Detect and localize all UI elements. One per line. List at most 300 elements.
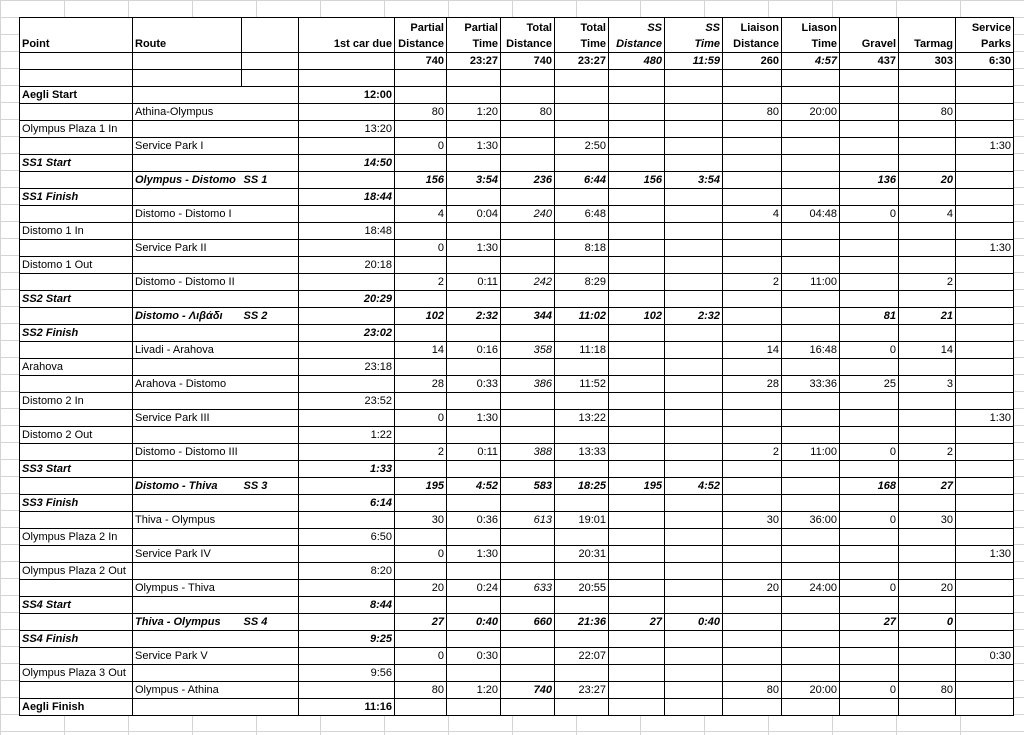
gravel-cell[interactable] [840,274,899,291]
route-cell[interactable]: Service Park III [133,410,242,427]
liaison-distance-cell[interactable] [723,529,782,546]
stage-number-cell[interactable]: SS 1 [242,172,299,189]
route-cell[interactable] [133,359,242,376]
point-cell[interactable]: Aegli Finish [20,699,133,716]
stage-number-cell[interactable] [242,393,299,410]
total-time-cell[interactable] [555,155,609,172]
total-distance-cell[interactable] [501,291,555,308]
stage-number-cell[interactable] [242,87,299,104]
first-car-due-cell[interactable] [299,274,395,291]
partial-time-cell[interactable]: 1:30 [447,410,501,427]
ss-distance-cell[interactable] [609,138,665,155]
tarmag-cell[interactable]: 20 [899,172,956,189]
partial-distance-cell[interactable]: 80 [395,104,447,121]
liason-time-cell[interactable] [782,614,840,631]
partial-distance-cell[interactable] [395,87,447,104]
service-parks-cell[interactable] [956,291,1014,308]
ss-distance-cell[interactable] [609,427,665,444]
partial-distance-cell[interactable] [395,597,447,614]
ss-distance-cell[interactable] [609,274,665,291]
total-time-cell[interactable]: 13:22 [555,410,609,427]
ss-time-cell[interactable] [665,444,723,461]
ss-time-cell[interactable] [665,699,723,716]
total-time-cell[interactable]: 19:01 [555,512,609,529]
point-cell[interactable]: SS2 Start [20,291,133,308]
ss-distance-cell[interactable] [609,223,665,240]
total-time-cell[interactable]: 11:18 [555,342,609,359]
partial-time-cell[interactable]: 3:54 [447,172,501,189]
partial-distance-cell[interactable] [395,427,447,444]
ss-distance-cell[interactable] [609,206,665,223]
partial-distance-cell[interactable] [395,563,447,580]
partial-time-cell[interactable]: 0:40 [447,614,501,631]
ss-distance-cell[interactable] [609,291,665,308]
total-distance-cell[interactable] [501,648,555,665]
service-parks-cell[interactable] [956,359,1014,376]
total-time-cell[interactable] [555,291,609,308]
stage-number-cell[interactable] [242,121,299,138]
total-distance-cell[interactable] [501,546,555,563]
cell[interactable] [447,70,501,87]
route-cell[interactable]: Distomo - Thiva [133,478,242,495]
route-cell[interactable] [133,155,242,172]
partial-distance-cell[interactable]: 0 [395,648,447,665]
cell[interactable] [20,70,133,87]
partial-time-cell[interactable]: 1:30 [447,240,501,257]
route-cell[interactable]: Livadi - Arahova [133,342,242,359]
stage-number-cell[interactable] [242,359,299,376]
liason-time-cell[interactable] [782,155,840,172]
liason-time-cell[interactable]: 20:00 [782,682,840,699]
partial-time-cell[interactable]: 0:36 [447,512,501,529]
liason-time-cell[interactable] [782,546,840,563]
tarmag-cell[interactable] [899,410,956,427]
ss-distance-cell[interactable] [609,597,665,614]
gravel-cell[interactable] [840,529,899,546]
service-parks-cell[interactable] [956,580,1014,597]
partial-distance-cell[interactable]: 20 [395,580,447,597]
point-cell[interactable]: SS1 Start [20,155,133,172]
first-car-due-cell[interactable]: 18:48 [299,223,395,240]
cell[interactable] [723,70,782,87]
liason-time-cell[interactable] [782,699,840,716]
total-distance-cell[interactable]: 236 [501,172,555,189]
total-distance-cell[interactable]: 613 [501,512,555,529]
liason-time-cell[interactable] [782,665,840,682]
total-time-cell[interactable]: 23:27 [555,682,609,699]
ss-time-cell[interactable] [665,461,723,478]
route-cell[interactable] [133,257,242,274]
stage-number-cell[interactable] [242,138,299,155]
partial-time-cell[interactable] [447,155,501,172]
service-parks-cell[interactable] [956,393,1014,410]
partial-time-cell[interactable] [447,665,501,682]
tarmag-cell[interactable] [899,461,956,478]
ss-distance-cell[interactable] [609,376,665,393]
partial-time-cell[interactable] [447,495,501,512]
ss-distance-cell[interactable] [609,240,665,257]
total-time-cell[interactable]: 20:55 [555,580,609,597]
partial-time-cell[interactable] [447,597,501,614]
ss-time-cell[interactable] [665,104,723,121]
total-gravel[interactable]: 437 [840,53,899,70]
total-distance-cell[interactable] [501,699,555,716]
partial-time-cell[interactable] [447,291,501,308]
stage-number-cell[interactable] [242,342,299,359]
first-car-due-cell[interactable]: 12:00 [299,87,395,104]
service-parks-cell[interactable] [956,274,1014,291]
service-parks-cell[interactable] [956,172,1014,189]
liason-time-cell[interactable] [782,240,840,257]
partial-distance-cell[interactable] [395,495,447,512]
total-time-cell[interactable] [555,121,609,138]
service-parks-cell[interactable]: 1:30 [956,240,1014,257]
cell[interactable] [133,70,242,87]
liason-time-cell[interactable] [782,325,840,342]
ss-distance-cell[interactable] [609,665,665,682]
service-parks-cell[interactable] [956,563,1014,580]
total-distance-cell[interactable]: 388 [501,444,555,461]
partial-distance-cell[interactable]: 2 [395,444,447,461]
stage-number-cell[interactable] [242,580,299,597]
tarmag-cell[interactable] [899,699,956,716]
partial-time-cell[interactable]: 2:32 [447,308,501,325]
point-cell[interactable]: Olympus Plaza 1 In [20,121,133,138]
service-parks-cell[interactable] [956,461,1014,478]
liason-time-cell[interactable]: 04:48 [782,206,840,223]
partial-time-cell[interactable]: 0:04 [447,206,501,223]
gravel-cell[interactable] [840,223,899,240]
partial-time-cell[interactable]: 1:30 [447,138,501,155]
ss-time-cell[interactable] [665,359,723,376]
partial-distance-cell[interactable]: 0 [395,410,447,427]
stage-number-cell[interactable] [242,495,299,512]
gravel-cell[interactable]: 0 [840,206,899,223]
total-time-cell[interactable] [555,359,609,376]
liason-time-cell[interactable]: 24:00 [782,580,840,597]
liaison-distance-cell[interactable] [723,699,782,716]
total-distance-cell[interactable]: 740 [501,682,555,699]
ss-time-cell[interactable] [665,648,723,665]
point-cell[interactable] [20,682,133,699]
tarmag-cell[interactable] [899,291,956,308]
tarmag-cell[interactable] [899,665,956,682]
gravel-cell[interactable]: 0 [840,444,899,461]
tarmag-cell[interactable] [899,325,956,342]
ss-distance-cell[interactable] [609,495,665,512]
point-cell[interactable] [20,308,133,325]
tarmag-cell[interactable] [899,138,956,155]
liason-time-cell[interactable] [782,359,840,376]
first-car-due-cell[interactable]: 9:56 [299,665,395,682]
stage-number-cell[interactable] [242,274,299,291]
total-time-cell[interactable]: 18:25 [555,478,609,495]
liason-time-cell[interactable] [782,427,840,444]
cell[interactable] [299,53,395,70]
total-distance-cell[interactable] [501,393,555,410]
liason-time-cell[interactable] [782,410,840,427]
tarmag-cell[interactable]: 0 [899,614,956,631]
liason-time-cell[interactable] [782,172,840,189]
tarmag-cell[interactable]: 80 [899,104,956,121]
ss-distance-cell[interactable] [609,87,665,104]
route-cell[interactable]: Service Park V [133,648,242,665]
first-car-due-cell[interactable]: 13:20 [299,121,395,138]
route-cell[interactable] [133,393,242,410]
ss-distance-cell[interactable] [609,155,665,172]
ss-time-cell[interactable]: 2:32 [665,308,723,325]
partial-time-cell[interactable] [447,87,501,104]
gravel-cell[interactable] [840,665,899,682]
first-car-due-cell[interactable]: 6:14 [299,495,395,512]
gravel-cell[interactable] [840,138,899,155]
cell[interactable] [242,70,299,87]
partial-time-cell[interactable] [447,427,501,444]
liaison-distance-cell[interactable] [723,495,782,512]
service-parks-cell[interactable] [956,478,1014,495]
cell[interactable] [665,70,723,87]
liason-time-cell[interactable] [782,223,840,240]
service-parks-cell[interactable]: 0:30 [956,648,1014,665]
ss-time-cell[interactable] [665,155,723,172]
gravel-cell[interactable] [840,393,899,410]
total-time-cell[interactable] [555,699,609,716]
total-tarmag[interactable]: 303 [899,53,956,70]
partial-distance-cell[interactable] [395,665,447,682]
stage-number-cell[interactable] [242,597,299,614]
header-service-parks[interactable]: Service Parks [956,18,1014,53]
liaison-distance-cell[interactable] [723,308,782,325]
cell[interactable] [956,70,1014,87]
partial-distance-cell[interactable]: 4 [395,206,447,223]
total-distance-cell[interactable]: 660 [501,614,555,631]
header-partial-time[interactable]: Partial Time [447,18,501,53]
route-cell[interactable]: Service Park IV [133,546,242,563]
route-cell[interactable]: Service Park I [133,138,242,155]
partial-time-cell[interactable]: 4:52 [447,478,501,495]
ss-time-cell[interactable] [665,342,723,359]
total-distance-cell[interactable] [501,495,555,512]
stage-number-cell[interactable] [242,155,299,172]
ss-time-cell[interactable] [665,393,723,410]
first-car-due-cell[interactable] [299,342,395,359]
stage-number-cell[interactable] [242,291,299,308]
gravel-cell[interactable] [840,563,899,580]
service-parks-cell[interactable] [956,495,1014,512]
liaison-distance-cell[interactable] [723,461,782,478]
liaison-distance-cell[interactable] [723,393,782,410]
liaison-distance-cell[interactable] [723,121,782,138]
total-time-cell[interactable]: 8:29 [555,274,609,291]
header-tarmag[interactable]: Tarmag [899,18,956,53]
route-cell[interactable]: Thiva - Olympus [133,512,242,529]
partial-time-cell[interactable]: 1:20 [447,104,501,121]
total-time-cell[interactable] [555,665,609,682]
tarmag-cell[interactable] [899,393,956,410]
gravel-cell[interactable]: 136 [840,172,899,189]
tarmag-cell[interactable]: 80 [899,682,956,699]
partial-distance-cell[interactable] [395,257,447,274]
partial-distance-cell[interactable] [395,461,447,478]
first-car-due-cell[interactable] [299,682,395,699]
first-car-due-cell[interactable]: 1:33 [299,461,395,478]
tarmag-cell[interactable]: 3 [899,376,956,393]
first-car-due-cell[interactable] [299,614,395,631]
cell[interactable] [395,70,447,87]
route-cell[interactable] [133,325,242,342]
liason-time-cell[interactable] [782,478,840,495]
total-distance-cell[interactable] [501,138,555,155]
route-cell[interactable]: Athina-Olympus [133,104,242,121]
ss-time-cell[interactable]: 3:54 [665,172,723,189]
ss-distance-cell[interactable] [609,529,665,546]
first-car-due-cell[interactable] [299,410,395,427]
ss-time-cell[interactable] [665,87,723,104]
liason-time-cell[interactable]: 11:00 [782,274,840,291]
partial-time-cell[interactable]: 0:24 [447,580,501,597]
partial-distance-cell[interactable] [395,393,447,410]
gravel-cell[interactable]: 81 [840,308,899,325]
stage-number-cell[interactable] [242,563,299,580]
first-car-due-cell[interactable]: 1:22 [299,427,395,444]
total-distance-cell[interactable]: 358 [501,342,555,359]
ss-distance-cell[interactable] [609,512,665,529]
first-car-due-cell[interactable] [299,512,395,529]
ss-time-cell[interactable] [665,597,723,614]
service-parks-cell[interactable] [956,427,1014,444]
total-distance-cell[interactable]: 344 [501,308,555,325]
total-distance-cell[interactable] [501,563,555,580]
total-time-cell[interactable]: 6:44 [555,172,609,189]
point-cell[interactable]: Olympus Plaza 3 Out [20,665,133,682]
header-route[interactable]: Route [133,18,242,53]
liaison-distance-cell[interactable]: 2 [723,274,782,291]
tarmag-cell[interactable]: 21 [899,308,956,325]
liaison-distance-cell[interactable] [723,631,782,648]
first-car-due-cell[interactable] [299,648,395,665]
total-time-cell[interactable] [555,631,609,648]
cell[interactable] [840,70,899,87]
total-partial-time[interactable]: 23:27 [447,53,501,70]
liaison-distance-cell[interactable] [723,410,782,427]
total-total-distance[interactable]: 740 [501,53,555,70]
first-car-due-cell[interactable]: 14:50 [299,155,395,172]
total-distance-cell[interactable] [501,597,555,614]
partial-time-cell[interactable] [447,121,501,138]
ss-time-cell[interactable]: 0:40 [665,614,723,631]
tarmag-cell[interactable]: 30 [899,512,956,529]
partial-distance-cell[interactable]: 0 [395,138,447,155]
ss-distance-cell[interactable] [609,410,665,427]
partial-distance-cell[interactable]: 0 [395,546,447,563]
service-parks-cell[interactable] [956,223,1014,240]
ss-distance-cell[interactable] [609,393,665,410]
gravel-cell[interactable] [840,597,899,614]
service-parks-cell[interactable] [956,342,1014,359]
route-cell[interactable]: Distomo - Distomo I [133,206,242,223]
partial-time-cell[interactable] [447,189,501,206]
gravel-cell[interactable]: 27 [840,614,899,631]
gravel-cell[interactable] [840,461,899,478]
tarmag-cell[interactable]: 27 [899,478,956,495]
cell[interactable] [609,70,665,87]
gravel-cell[interactable]: 0 [840,342,899,359]
first-car-due-cell[interactable]: 11:16 [299,699,395,716]
total-time-cell[interactable]: 13:33 [555,444,609,461]
tarmag-cell[interactable] [899,189,956,206]
total-distance-cell[interactable]: 80 [501,104,555,121]
service-parks-cell[interactable]: 1:30 [956,546,1014,563]
ss-distance-cell[interactable] [609,461,665,478]
ss-time-cell[interactable] [665,631,723,648]
partial-distance-cell[interactable] [395,189,447,206]
liaison-distance-cell[interactable] [723,257,782,274]
gravel-cell[interactable] [840,291,899,308]
ss-distance-cell[interactable]: 195 [609,478,665,495]
point-cell[interactable]: Olympus Plaza 2 In [20,529,133,546]
total-distance-cell[interactable] [501,189,555,206]
header-first-car-due[interactable]: 1st car due [299,18,395,53]
total-time-cell[interactable] [555,393,609,410]
tarmag-cell[interactable] [899,87,956,104]
liason-time-cell[interactable] [782,291,840,308]
ss-distance-cell[interactable] [609,257,665,274]
liaison-distance-cell[interactable]: 30 [723,512,782,529]
ss-time-cell[interactable] [665,257,723,274]
ss-distance-cell[interactable] [609,359,665,376]
total-service-parks[interactable]: 6:30 [956,53,1014,70]
route-cell[interactable]: Olympus - Athina [133,682,242,699]
partial-distance-cell[interactable] [395,325,447,342]
ss-time-cell[interactable] [665,529,723,546]
ss-time-cell[interactable]: 4:52 [665,478,723,495]
gravel-cell[interactable] [840,325,899,342]
cell[interactable] [20,53,133,70]
cell[interactable] [501,70,555,87]
gravel-cell[interactable]: 25 [840,376,899,393]
total-distance-cell[interactable] [501,87,555,104]
tarmag-cell[interactable] [899,359,956,376]
total-time-cell[interactable] [555,104,609,121]
total-time-cell[interactable]: 2:50 [555,138,609,155]
gravel-cell[interactable] [840,104,899,121]
total-distance-cell[interactable] [501,427,555,444]
tarmag-cell[interactable] [899,240,956,257]
gravel-cell[interactable] [840,240,899,257]
tarmag-cell[interactable] [899,223,956,240]
header-liaison-distance[interactable]: Liaison Distance [723,18,782,53]
point-cell[interactable] [20,206,133,223]
partial-time-cell[interactable] [447,529,501,546]
total-time-cell[interactable]: 6:48 [555,206,609,223]
gravel-cell[interactable] [840,410,899,427]
partial-distance-cell[interactable]: 2 [395,274,447,291]
liaison-distance-cell[interactable]: 80 [723,682,782,699]
gravel-cell[interactable]: 0 [840,682,899,699]
tarmag-cell[interactable]: 14 [899,342,956,359]
route-cell[interactable] [133,189,242,206]
service-parks-cell[interactable] [956,121,1014,138]
total-time-cell[interactable] [555,223,609,240]
ss-time-cell[interactable] [665,189,723,206]
ss-time-cell[interactable] [665,223,723,240]
liason-time-cell[interactable] [782,121,840,138]
stage-number-cell[interactable]: SS 3 [242,478,299,495]
point-cell[interactable] [20,478,133,495]
route-cell[interactable]: Olympus - Distomo [133,172,242,189]
gravel-cell[interactable] [840,699,899,716]
route-cell[interactable]: Service Park II [133,240,242,257]
